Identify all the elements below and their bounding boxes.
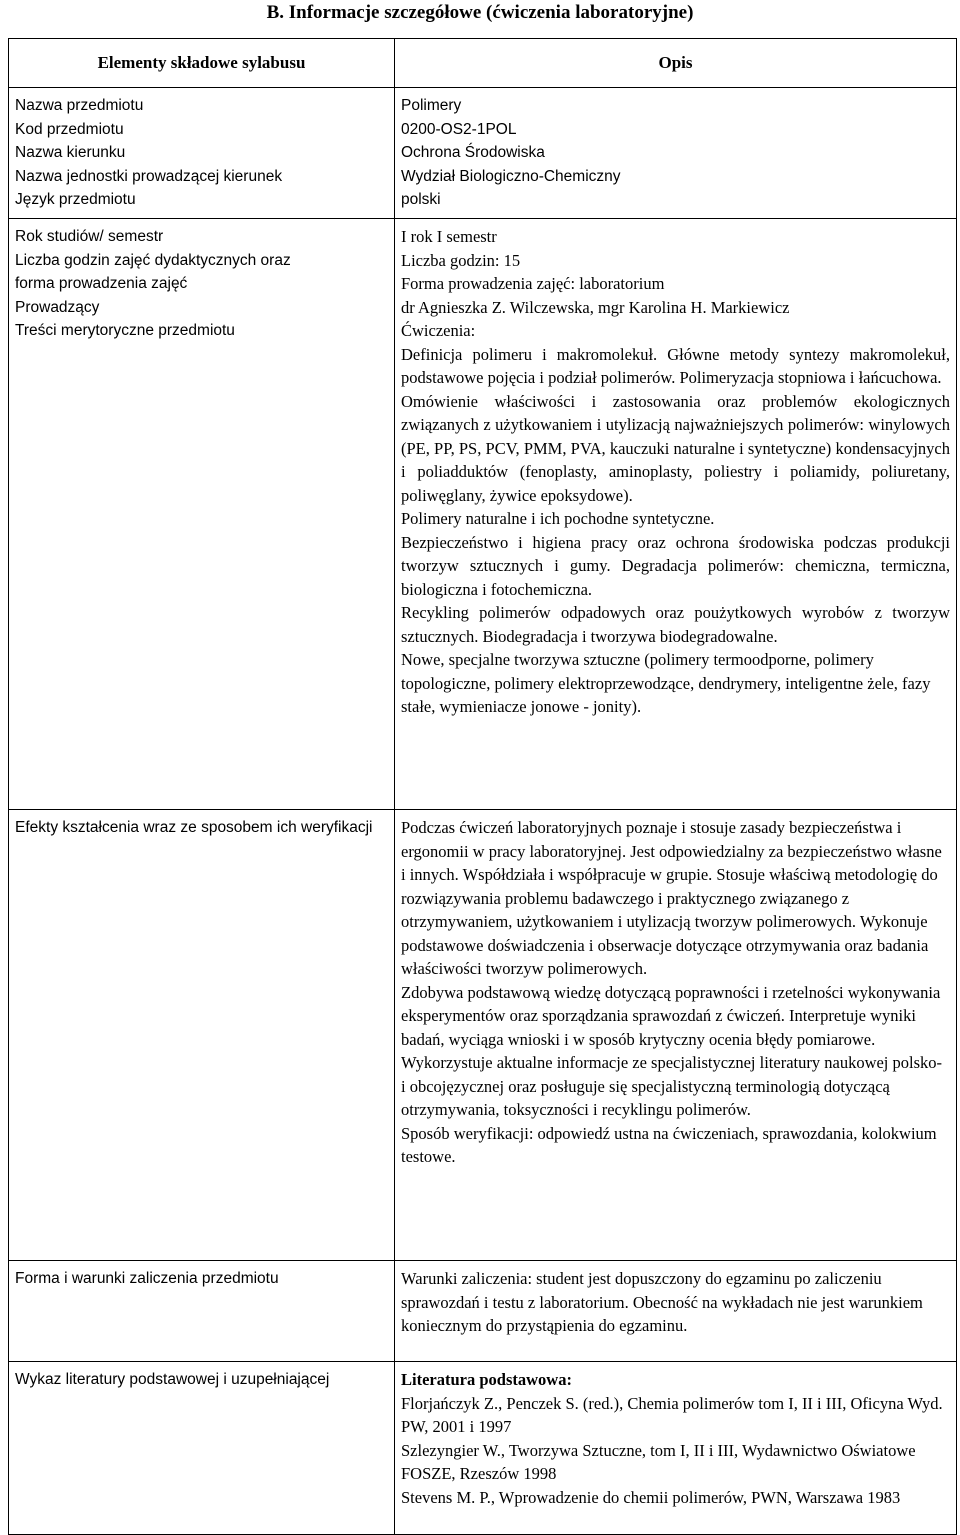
label-nazwa-jednostki: Nazwa jednostki prowadzącej kierunek bbox=[15, 167, 283, 185]
literatura-item: Szlezyngier W., Tworzywa Sztuczne, tom I, II i III, Wydawnictwo Oświatowe FOSZE, Rzeszów 1998 bbox=[401, 1440, 916, 1483]
value-nazwa-kierunku: Ochrona Środowiska bbox=[401, 144, 545, 161]
efekty-paragraph: Zdobywa podstawową wiedzę dotyczącą poprawności i rzetelności wykonywania eksperymentów oraz sporządzania sprawozdań z ćwiczeń. Interpretuje wyniki badań, wyciąga wnioski i w sposób krytyczny ocenia błędy pomiarowe. bbox=[401, 982, 941, 1049]
value-rok-studiow: I rok I semestr bbox=[401, 227, 497, 246]
literatura-item: Florjańczyk Z., Penczek S. (red.), Chemia polimerów tom I, II i III, Oficyna Wyd. PW, 2001 i 1997 bbox=[401, 1393, 943, 1436]
forma-label: Forma i warunki zaliczenia przedmiotu bbox=[9, 1261, 395, 1362]
label-liczba-godzin-1: Liczba godzin zajęć dydaktycznych oraz bbox=[15, 251, 291, 269]
value-liczba-godzin-1: Liczba godzin: 15 bbox=[401, 250, 521, 270]
tresci-paragraph: Omówienie właściwości i zastosowania oraz problemów ekologicznych związanych z użytkowaniem i utylizacją najważniejszych polimerów: winylowych (PE, PP, PS, PCV, PMM, PVA, kauczuki naturalne i syntetyczne) kondensacyjnych i poliadduktów (fenoplasty, aminoplasty, poliestry i poliamidy, poliuretany, poliwęglany, żywice epoksydowe). bbox=[401, 391, 950, 505]
header-description: Opis bbox=[395, 39, 957, 88]
table-row bbox=[9, 88, 957, 219]
tresci-paragraph: Nowe, specjalne tworzywa sztuczne (polimery termoodporne, polimery topologiczne, polimery elektroprzewodzące, dendrymery, inteligentne żele, fazy stałe, wymieniacze jonowe - jonity). bbox=[401, 650, 931, 716]
label-prowadzacy: Prowadzący bbox=[15, 298, 100, 316]
label-kod-przedmiotu: Kod przedmiotu bbox=[15, 120, 124, 138]
block2-values-cell bbox=[395, 219, 957, 810]
value-nazwa-przedmiotu: Polimery bbox=[401, 97, 462, 114]
literatura-values-cell bbox=[395, 1362, 957, 1535]
value-liczba-godzin-2: Forma prowadzenia zajęć: laboratorium bbox=[401, 274, 665, 293]
tresci-paragraph: Recykling polimerów odpadowych oraz poużytkowych wyrobów z tworzyw sztucznych. Biodegradacja i tworzywa biodegradowalne. bbox=[401, 603, 950, 646]
efekty-label: Efekty kształcenia wraz ze sposobem ich weryfikacji bbox=[9, 810, 395, 1261]
label-tresci: Treści merytoryczne przedmiotu bbox=[15, 322, 235, 339]
efekty-paragraph: Sposób weryfikacji: odpowiedź ustna na ćwiczeniach, sprawozdania, kolokwium testowe. bbox=[401, 1123, 937, 1166]
label-jezyk-przedmiotu: Język przedmiotu bbox=[15, 191, 136, 208]
tresci-heading: Ćwiczenia: bbox=[401, 321, 476, 340]
efekty-paragraph: Podczas ćwiczeń laboratoryjnych poznaje i stosuje zasady bezpieczeństwa i ergonomii w pracy laboratoryjnej. Jest odpowiedzialny za bezpieczeństwo własne i innych. Współdziała i współpracuje w grupie. Stosuje właściwą metodologię do rozwiązywania problemu badawczego i praktycznego związanego z otrzymywaniem, użytkowaniem i utylizacją tworzyw polimerowych. Wykonuje podstawowe doświadczenia i obserwacje dotyczące otrzymywania oraz badania właściwości tworzyw polimerowych. bbox=[401, 818, 942, 978]
table-header-row bbox=[9, 39, 957, 88]
tresci-paragraph: Bezpieczeństwo i higiena pracy oraz ochrona środowiska podczas produkcji tworzyw sztucznych i gumy. Degradacja polimerów: chemiczna, termiczna, biologiczna i fotochemiczna. bbox=[401, 532, 950, 599]
table-row bbox=[9, 1362, 957, 1535]
tresci-paragraph: Definicja polimeru i makromolekuł. Główne metody syntezy makromolekuł, podstawowe pojęcia i podział polimerów. Polimeryzacja stopniowa i łańcuchowa. bbox=[401, 344, 950, 387]
value-jezyk-przedmiotu: polski bbox=[401, 191, 441, 208]
table-row bbox=[9, 219, 957, 810]
literatura-label: Wykaz literatury podstawowej i uzupełniającej bbox=[9, 1362, 395, 1535]
label-liczba-godzin-2: forma prowadzenia zajęć bbox=[15, 275, 188, 292]
tresci-paragraph: Polimery naturalne i ich pochodne syntetyczne. bbox=[401, 509, 715, 528]
table-row bbox=[9, 1261, 957, 1362]
block2-labels-cell bbox=[9, 219, 395, 810]
label-nazwa-kierunku: Nazwa kierunku bbox=[15, 144, 126, 161]
literatura-heading: Literatura podstawowa: bbox=[401, 1370, 572, 1389]
value-nazwa-jednostki: Wydział Biologiczno-Chemiczny bbox=[401, 167, 621, 185]
efekty-values-cell bbox=[395, 810, 957, 1261]
literatura-item: Stevens M. P., Wprowadzenie do chemii polimerów, PWN, Warszawa 1983 bbox=[401, 1487, 901, 1507]
efekty-paragraph: Wykorzystuje aktualne informacje ze specjalistycznej literatury naukowej polsko- i obcojęzycznej oraz posługuje się specjalistyczną terminologią dotyczącą otrzymywania, toksyczności i recyklingu polimerów. bbox=[401, 1053, 943, 1119]
value-prowadzacy: dr Agnieszka Z. Wilczewska, mgr Karolina H. Markiewicz bbox=[401, 297, 790, 317]
label-rok-studiow: Rok studiów/ semestr bbox=[15, 228, 164, 245]
header-elements: Elementy składowe sylabusu bbox=[9, 39, 395, 88]
label-nazwa-przedmiotu: Nazwa przedmiotu bbox=[15, 97, 144, 114]
page-title: B. Informacje szczegółowe (ćwiczenia laboratoryjne) bbox=[266, 2, 694, 23]
block1-labels-cell bbox=[9, 88, 395, 219]
table-row bbox=[9, 810, 957, 1261]
block1-values-cell bbox=[395, 88, 957, 219]
syllabus-table bbox=[8, 38, 957, 1535]
forma-value: Warunki zaliczenia: student jest dopuszczony do egzaminu po zaliczeniu sprawozdań i testu z laboratorium. Obecność na wykładach nie jest warunkiem koniecznym do przystąpienia do egzaminu. bbox=[395, 1261, 957, 1362]
value-kod-przedmiotu: 0200-OS2-1POL bbox=[401, 120, 517, 138]
